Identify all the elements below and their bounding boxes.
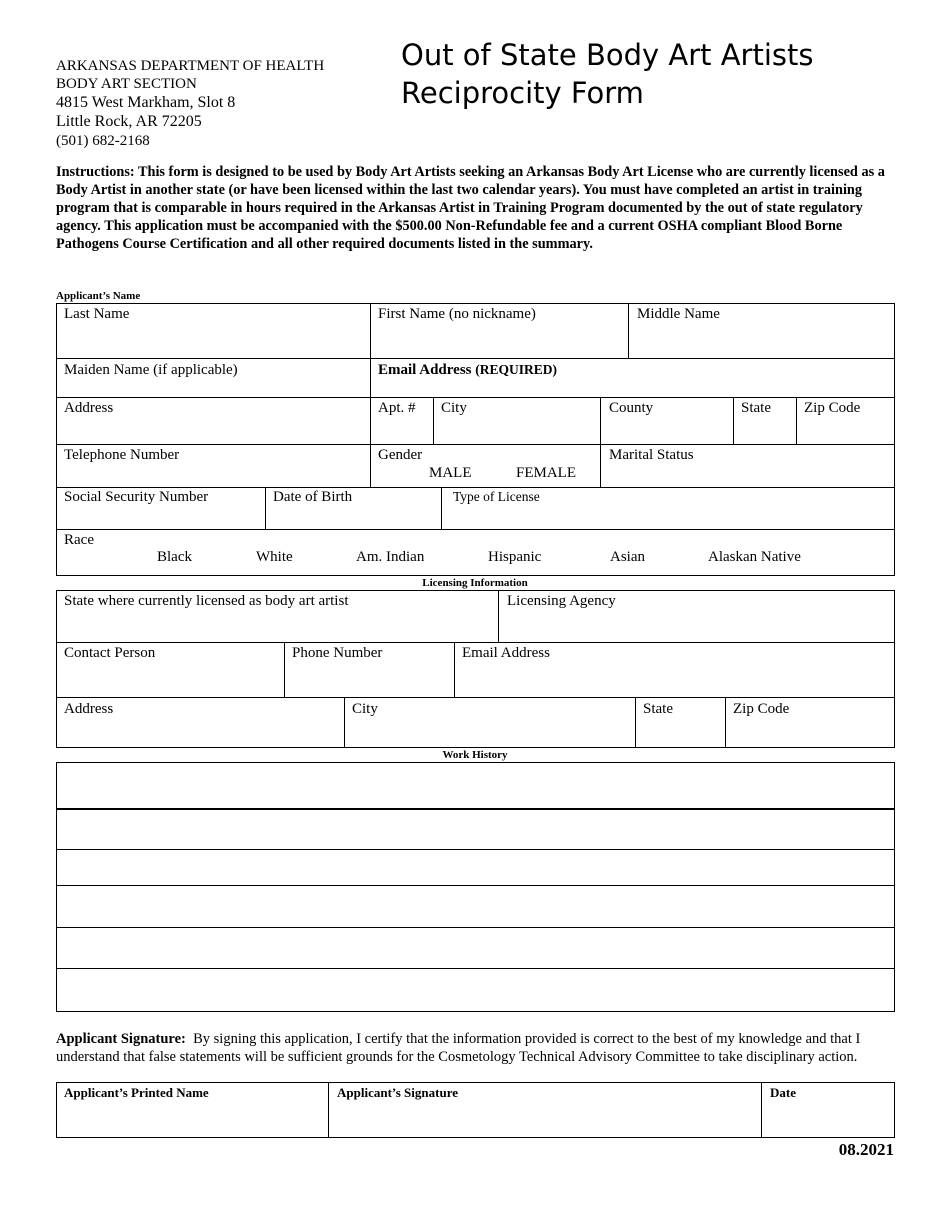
divider <box>370 358 895 359</box>
org-address-line1: 4815 West Markham, Slot 8 <box>56 94 236 111</box>
divider <box>733 397 734 444</box>
race-label: Race <box>64 532 94 548</box>
org-name: ARKANSAS DEPARTMENT OF HEALTH <box>56 58 325 74</box>
printed-name-field[interactable]: Applicant’s Printed Name <box>64 1085 209 1100</box>
agency-email-field[interactable]: Email Address <box>462 645 550 661</box>
divider <box>628 303 629 358</box>
work-history-row[interactable] <box>57 810 894 848</box>
applicant-section-title: Applicant’s Name <box>56 290 141 302</box>
date-field[interactable]: Date <box>770 1085 796 1100</box>
divider <box>265 487 266 529</box>
divider <box>56 529 895 530</box>
contact-person-field[interactable]: Contact Person <box>64 645 156 661</box>
race-option-hispanic[interactable]: Hispanic <box>488 549 542 565</box>
work-history-section-title: Work History <box>442 749 508 761</box>
instructions: Instructions: This form is designed to be used by Body Art Artists seeking an Arkansas Body Art License who are currently licensed as a Body Artist in another state (or have been licensed within the last two calendar years). You must have completed an artist in training program that is comparable in hours required in the Arkansas Artist in Training Program documented by the out of state regulatory agency. This application must be accompanied with the $500.00 Non-Refundable fee and a current OSHA compliant Blood Borne Pathogens Course Certification and all other required documents listed in the summary. <box>56 164 885 252</box>
agency-state-field[interactable]: State <box>643 701 673 717</box>
org-section: BODY ART SECTION <box>56 76 197 92</box>
work-history-row[interactable] <box>57 928 894 967</box>
marital-status-field[interactable]: Marital Status <box>609 447 694 463</box>
work-history-row[interactable] <box>57 886 894 926</box>
divider <box>56 642 895 643</box>
first-name-field[interactable]: First Name (no nickname) <box>378 306 536 322</box>
email-label: Email Address <box>378 362 472 378</box>
signature-field[interactable]: Applicant’s Signature <box>337 1085 458 1100</box>
city-field[interactable]: City <box>441 400 467 416</box>
race-option-am-indian[interactable]: Am. Indian <box>356 549 425 565</box>
agency-address-field[interactable]: Address <box>64 701 114 717</box>
maiden-name-field[interactable]: Maiden Name (if applicable) <box>64 362 238 378</box>
applicant-table <box>56 303 895 576</box>
divider <box>344 697 345 748</box>
race-option-white[interactable]: White <box>256 549 293 565</box>
divider <box>796 397 797 444</box>
licensing-agency-field[interactable]: Licensing Agency <box>507 593 616 609</box>
divider <box>761 1082 762 1138</box>
divider <box>56 358 371 359</box>
license-type-field[interactable]: Type of License <box>453 489 540 504</box>
work-history-row[interactable] <box>57 763 894 807</box>
divider <box>635 697 636 748</box>
work-history-row[interactable] <box>57 850 894 884</box>
licensing-table <box>56 590 895 748</box>
middle-name-field[interactable]: Middle Name <box>637 306 720 322</box>
last-name-field[interactable]: Last Name <box>64 306 130 322</box>
divider <box>600 397 601 487</box>
signature-lead: Applicant Signature: <box>56 1031 186 1047</box>
email-field[interactable] <box>378 361 557 379</box>
county-field[interactable]: County <box>609 400 654 416</box>
form-title-line1: Out of State Body Art Artists <box>401 38 814 72</box>
divider <box>441 487 442 529</box>
zip-field[interactable]: Zip Code <box>804 400 861 416</box>
org-phone: (501) 682-2168 <box>56 133 150 149</box>
dob-field[interactable]: Date of Birth <box>273 489 353 505</box>
divider <box>56 397 895 398</box>
divider <box>284 642 285 697</box>
divider <box>56 697 895 698</box>
divider <box>433 397 434 444</box>
divider <box>454 642 455 697</box>
form-title-line2: Reciprocity Form <box>401 76 644 110</box>
work-history-row[interactable] <box>57 969 894 1011</box>
gender-option-male[interactable]: MALE <box>429 465 472 481</box>
org-address-line2: Little Rock, AR 72205 <box>56 113 202 130</box>
form-title <box>401 36 814 112</box>
form-version-code: 08.2021 <box>838 1140 894 1159</box>
agency-city-field[interactable]: City <box>352 701 378 717</box>
divider <box>498 590 499 642</box>
ssn-field[interactable]: Social Security Number <box>64 489 209 505</box>
race-option-asian[interactable]: Asian <box>610 549 645 565</box>
state-field[interactable]: State <box>741 400 771 416</box>
signature-statement <box>56 1030 896 1066</box>
race-option-black[interactable]: Black <box>157 549 192 565</box>
gender-option-female[interactable]: FEMALE <box>516 465 576 481</box>
email-required-note: (REQUIRED) <box>475 362 558 377</box>
address-field[interactable]: Address <box>64 400 114 416</box>
telephone-field[interactable]: Telephone Number <box>64 447 180 463</box>
divider <box>725 697 726 748</box>
licensed-state-field[interactable]: State where currently licensed as body art artist <box>64 593 349 609</box>
divider <box>370 303 371 487</box>
gender-label: Gender <box>378 447 423 463</box>
agency-zip-field[interactable]: Zip Code <box>733 701 790 717</box>
divider <box>56 444 895 445</box>
agency-phone-field[interactable]: Phone Number <box>292 645 383 661</box>
divider <box>328 1082 329 1138</box>
signature-text: By signing this application, I certify that the information provided is correct to the best of my knowledge and that I understand that false statements will be sufficient grounds for the Cosmetology Technical Advisory Committee to take disciplinary action. <box>56 1031 861 1065</box>
apt-field[interactable]: Apt. # <box>378 400 416 416</box>
race-option-alaskan-native[interactable]: Alaskan Native <box>708 549 801 565</box>
licensing-section-title: Licensing Information <box>422 577 528 589</box>
